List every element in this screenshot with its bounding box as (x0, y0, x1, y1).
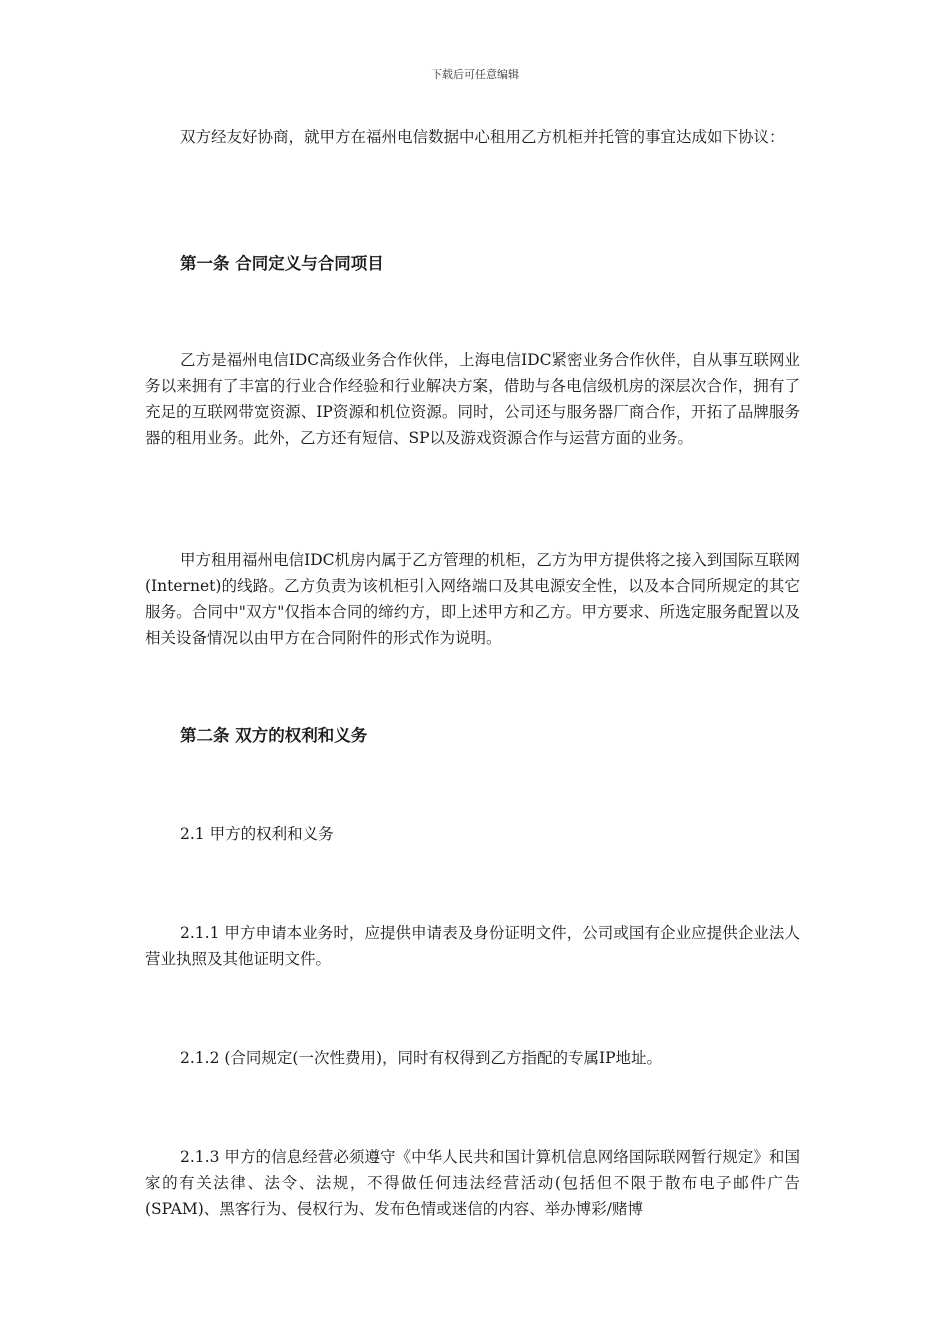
clause-2-1-2: 2.1.2 (合同规定(一次性费用)，同时有权得到乙方指配的专属IP地址。 (180, 1049, 663, 1067)
article-1-paragraph-2: 甲方租用福州电信IDC机房内属于乙方管理的机柜，乙方为甲方提供将之接入到国际互联网(Internet)的线路。乙方负责为该机柜引入网络端口及其电源安全性，以及本合同所规定的其它服务。合同中"双方"仅指本合同的缔约方，即上述甲方和乙方。甲方要求、所选定服务配置以及相关设备情况以由甲方在合同附件的形式作为说明。 (145, 551, 800, 647)
article-1-heading: 第一条 合同定义与合同项目 (180, 254, 384, 273)
article-1-paragraph-1: 乙方是福州电信IDC高级业务合作伙伴，上海电信IDC紧密业务合作伙伴，自从事互联网业务以来拥有了丰富的行业合作经验和行业解决方案，借助与各电信级机房的深层次合作，拥有了充足的互联网带宽资源、IP资源和机位资源。同时，公司还与服务器厂商合作，开拓了品牌服务器的租用业务。此外，乙方还有短信、SP以及游戏资源合作与运营方面的业务。 (145, 351, 800, 447)
intro-paragraph: 双方经友好协商，就甲方在福州电信数据中心租用乙方机柜并托管的事宜达成如下协议： (180, 128, 785, 146)
article-2-heading: 第二条 双方的权利和义务 (180, 726, 368, 745)
clause-2-1-3: 2.1.3 甲方的信息经营必须遵守《中华人民共和国计算机信息网络国际联网暂行规定》和国家的有关法律、法令、法规，不得做任何违法经营活动(包括但不限于散布电子邮件广告(SPAM)、黑客行为、侵权行为、发布色情或迷信的内容、举办博彩/赌博 (145, 1148, 800, 1218)
section-2-1-heading: 2.1 甲方的权利和义务 (180, 825, 334, 843)
clause-2-1-1: 2.1.1 甲方申请本业务时，应提供申请表及身份证明文件，公司或国有企业应提供企业法人营业执照及其他证明文件。 (145, 924, 800, 968)
header-note: 下载后可任意编辑 (431, 68, 519, 81)
